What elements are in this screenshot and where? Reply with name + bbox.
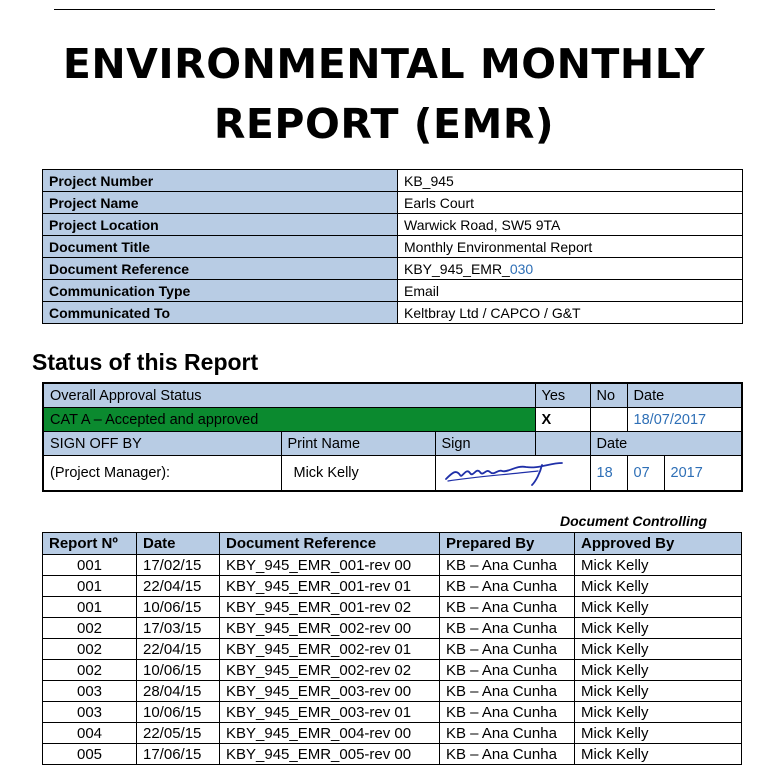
table-cell: 002 bbox=[43, 660, 137, 681]
signature bbox=[435, 456, 590, 492]
table-cell: KBY_945_EMR_003-rev 01 bbox=[220, 702, 440, 723]
document-controlling-label: Document Controlling bbox=[560, 513, 707, 529]
approval-status-value: CAT A – Accepted and approved bbox=[43, 408, 535, 432]
status-heading: Status of this Report bbox=[32, 349, 259, 375]
project-info-label: Project Name bbox=[43, 192, 398, 214]
table-row bbox=[43, 702, 742, 723]
table-cell: 17/06/15 bbox=[137, 744, 220, 765]
project-info-label: Project Number bbox=[43, 170, 398, 192]
table-cell: KBY_945_EMR_001-rev 00 bbox=[220, 555, 440, 576]
report-title-line-1: ENVIRONMENTAL MONTHLY bbox=[62, 40, 706, 88]
table-cell: Mick Kelly bbox=[575, 555, 742, 576]
table-cell: KB – Ana Cunha bbox=[440, 681, 575, 702]
table-cell: KB – Ana Cunha bbox=[440, 639, 575, 660]
table-cell: KBY_945_EMR_004-rev 00 bbox=[220, 723, 440, 744]
no-label: No bbox=[590, 383, 627, 408]
signoff-print-name: Mick Kelly bbox=[281, 456, 435, 492]
table-cell: 17/02/15 bbox=[137, 555, 220, 576]
table-cell: KB – Ana Cunha bbox=[440, 660, 575, 681]
project-info-label: Project Location bbox=[43, 214, 398, 236]
sign-month: 07 bbox=[627, 456, 664, 492]
table-cell: Mick Kelly bbox=[575, 660, 742, 681]
project-info-row bbox=[43, 214, 743, 236]
table-cell: Mick Kelly bbox=[575, 681, 742, 702]
top-rule bbox=[54, 9, 715, 10]
table-cell: 002 bbox=[43, 618, 137, 639]
project-info-row bbox=[43, 280, 743, 302]
signoff-label: SIGN OFF BY bbox=[43, 432, 281, 456]
report-history-table bbox=[42, 532, 742, 765]
table-cell: KB – Ana Cunha bbox=[440, 723, 575, 744]
table-cell: Mick Kelly bbox=[575, 723, 742, 744]
project-info-row bbox=[43, 236, 743, 258]
sign-year: 2017 bbox=[664, 456, 742, 492]
project-info-label: Document Reference bbox=[43, 258, 398, 280]
report-column-header: Prepared By bbox=[440, 533, 575, 555]
project-info-table bbox=[42, 169, 743, 324]
project-info-label: Communication Type bbox=[43, 280, 398, 302]
date-label: Date bbox=[627, 383, 742, 408]
table-cell: KBY_945_EMR_001-rev 02 bbox=[220, 597, 440, 618]
table-cell: 10/06/15 bbox=[137, 660, 220, 681]
sign-day: 18 bbox=[590, 456, 627, 492]
project-info-value: KB_945 bbox=[398, 170, 743, 192]
project-info-row bbox=[43, 170, 743, 192]
yes-mark: X bbox=[535, 408, 590, 432]
table-cell: KB – Ana Cunha bbox=[440, 576, 575, 597]
project-info-label: Communicated To bbox=[43, 302, 398, 324]
yes-label: Yes bbox=[535, 383, 590, 408]
table-cell: 22/04/15 bbox=[137, 639, 220, 660]
table-cell: 002 bbox=[43, 639, 137, 660]
table-cell: KBY_945_EMR_002-rev 01 bbox=[220, 639, 440, 660]
report-column-header: Document Reference bbox=[220, 533, 440, 555]
project-info-value bbox=[398, 258, 743, 280]
project-info-row bbox=[43, 192, 743, 214]
table-cell: KBY_945_EMR_003-rev 00 bbox=[220, 681, 440, 702]
table-row bbox=[43, 744, 742, 765]
table-cell: KB – Ana Cunha bbox=[440, 744, 575, 765]
table-cell: 28/04/15 bbox=[137, 681, 220, 702]
sign-header-spacer bbox=[535, 432, 590, 456]
table-cell: 003 bbox=[43, 681, 137, 702]
table-cell: 001 bbox=[43, 597, 137, 618]
table-cell: Mick Kelly bbox=[575, 618, 742, 639]
table-cell: Mick Kelly bbox=[575, 702, 742, 723]
table-cell: 003 bbox=[43, 702, 137, 723]
project-info-value: Earls Court bbox=[398, 192, 743, 214]
project-info-label: Document Title bbox=[43, 236, 398, 258]
project-info-value: Warwick Road, SW5 9TA bbox=[398, 214, 743, 236]
project-info-value: Email bbox=[398, 280, 743, 302]
table-cell: 10/06/15 bbox=[137, 702, 220, 723]
status-table bbox=[42, 382, 743, 492]
table-row bbox=[43, 576, 742, 597]
project-info-row bbox=[43, 258, 743, 280]
table-row bbox=[43, 723, 742, 744]
report-column-header: Date bbox=[137, 533, 220, 555]
table-cell: Mick Kelly bbox=[575, 597, 742, 618]
doc-reference-number: 030 bbox=[509, 260, 534, 277]
table-cell: KBY_945_EMR_002-rev 02 bbox=[220, 660, 440, 681]
signoff-role: (Project Manager): bbox=[43, 456, 281, 492]
table-cell: KBY_945_EMR_002-rev 00 bbox=[220, 618, 440, 639]
table-row bbox=[43, 681, 742, 702]
report-title-line-2: REPORT (EMR) bbox=[213, 100, 555, 148]
table-cell: Mick Kelly bbox=[575, 744, 742, 765]
signature-scribble bbox=[442, 459, 572, 487]
table-cell: KBY_945_EMR_001-rev 01 bbox=[220, 576, 440, 597]
no-mark bbox=[590, 408, 627, 432]
table-row bbox=[43, 618, 742, 639]
table-cell: 004 bbox=[43, 723, 137, 744]
table-cell: 10/06/15 bbox=[137, 597, 220, 618]
table-cell: KB – Ana Cunha bbox=[440, 597, 575, 618]
table-row bbox=[43, 639, 742, 660]
project-info-value: Keltbray Ltd / CAPCO / G&T bbox=[398, 302, 743, 324]
project-info-row bbox=[43, 302, 743, 324]
table-row bbox=[43, 597, 742, 618]
project-info-value: Monthly Environmental Report bbox=[398, 236, 743, 258]
table-row bbox=[43, 555, 742, 576]
sign-label: Sign bbox=[435, 432, 535, 456]
report-column-header: Approved By bbox=[575, 533, 742, 555]
report-column-header: Report Nº bbox=[43, 533, 137, 555]
table-cell: KB – Ana Cunha bbox=[440, 618, 575, 639]
table-cell: KB – Ana Cunha bbox=[440, 702, 575, 723]
doc-reference-prefix: KBY_945_EMR_ bbox=[404, 260, 510, 277]
table-cell: Mick Kelly bbox=[575, 576, 742, 597]
table-cell: KB – Ana Cunha bbox=[440, 555, 575, 576]
table-cell: 22/05/15 bbox=[137, 723, 220, 744]
approval-date: 18/07/2017 bbox=[627, 408, 742, 432]
table-cell: 17/03/15 bbox=[137, 618, 220, 639]
table-cell: 22/04/15 bbox=[137, 576, 220, 597]
table-cell: KBY_945_EMR_005-rev 00 bbox=[220, 744, 440, 765]
print-name-label: Print Name bbox=[281, 432, 435, 456]
overall-approval-label: Overall Approval Status bbox=[43, 383, 535, 408]
table-cell: 005 bbox=[43, 744, 137, 765]
table-row bbox=[43, 660, 742, 681]
table-cell: 001 bbox=[43, 576, 137, 597]
table-cell: Mick Kelly bbox=[575, 639, 742, 660]
table-cell: 001 bbox=[43, 555, 137, 576]
signoff-date-label: Date bbox=[590, 432, 742, 456]
